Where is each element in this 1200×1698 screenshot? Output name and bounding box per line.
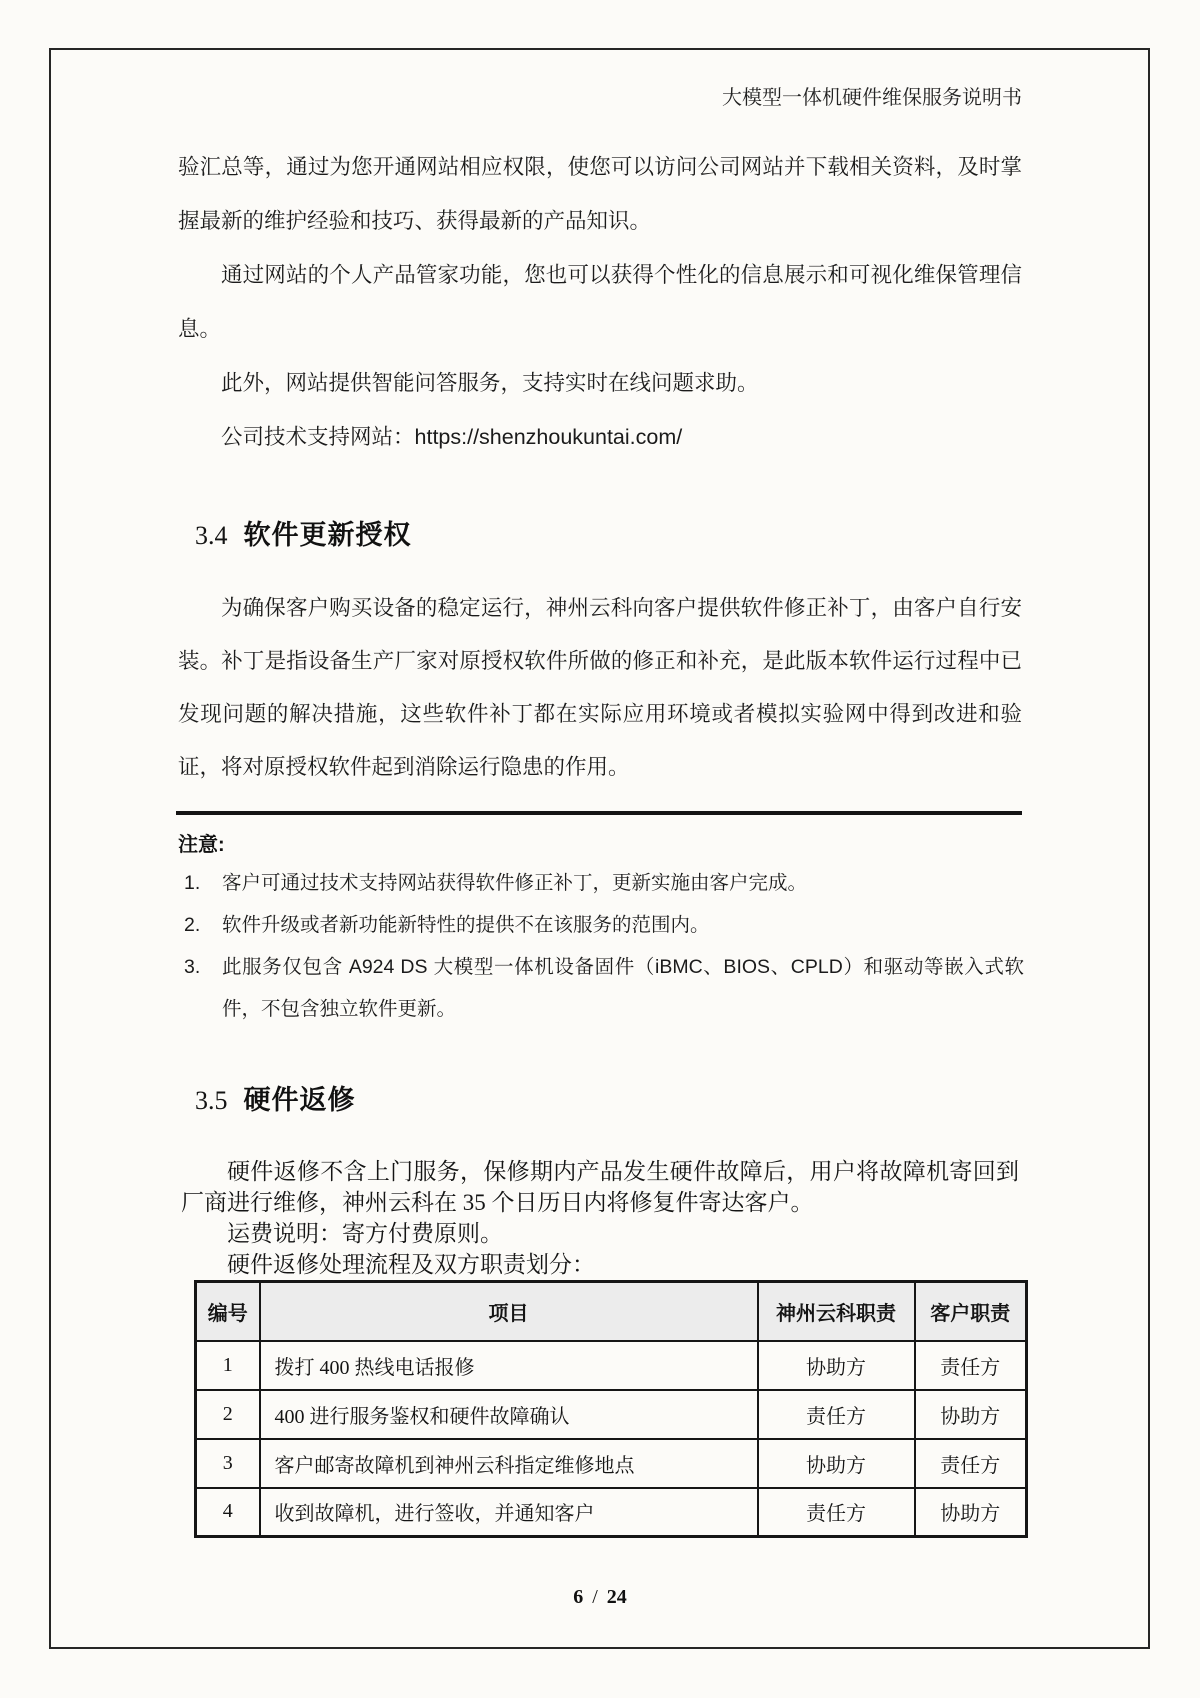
cell-row-number: 3 (196, 1439, 260, 1488)
cell-row-number: 2 (196, 1390, 260, 1439)
note-item (184, 862, 1024, 904)
cell-row-number: 1 (196, 1341, 260, 1390)
cell-item-description: 客户邮寄故障机到神州云科指定维修地点 (260, 1439, 758, 1488)
note-item-number: 2. (184, 914, 201, 936)
note-item (184, 904, 1024, 946)
cell-vendor-responsibility: 协助方 (758, 1439, 915, 1488)
table-header-row (196, 1282, 1027, 1341)
cell-vendor-responsibility: 责任方 (758, 1390, 915, 1439)
support-site-label: 公司技术支持网站： (221, 425, 415, 449)
section-3-5-number: 3.5 (195, 1086, 228, 1115)
intro-section (178, 140, 1022, 464)
section-3-4-number: 3.4 (195, 521, 228, 550)
note-item-number: 1. (184, 872, 201, 894)
table-header-cell: 编号 (196, 1282, 260, 1341)
cell-row-number: 4 (196, 1488, 260, 1537)
section-3-4-body: 为确保客户购买设备的稳定运行，神州云科向客户提供软件修正补丁，由客户自行安装。补丁是指设备生产厂家对原授权软件所做的修正和补充，是此版本软件运行过程中已发现问题的解决措施，这些软件补丁都在实际应用环境或者模拟实验网中得到改进和验证，将对原授权软件起到消除运行隐患的作用。 (178, 596, 1022, 779)
note-item-text: 此服务仅包含 A924 DS 大模型一体机设备固件（iBMC、BIOS、CPLD）和驱动等嵌入式软件，不包含独立软件更新。 (222, 956, 1024, 1020)
shipping-note-line: 运费说明：寄方付费原则。 (227, 1221, 503, 1246)
section-3-4-heading (195, 513, 412, 552)
cell-item-description: 拨打 400 热线电话报修 (260, 1341, 758, 1390)
table-intro-line: 硬件返修处理流程及双方职责划分： (227, 1252, 595, 1277)
page-number-separator: / (592, 1586, 598, 1608)
note-label: 注意: (178, 834, 225, 856)
page-number-current: 6 (573, 1586, 584, 1608)
cell-customer-responsibility: 协助方 (915, 1390, 1027, 1439)
table-row (196, 1390, 1027, 1439)
note-item-number: 3. (184, 956, 201, 978)
cell-vendor-responsibility: 责任方 (758, 1488, 915, 1537)
hardware-return-paragraph: 硬件返修不含上门服务，保修期内产品发生硬件故障后，用户将故障机寄回到厂商进行维修，神州云科在 35 个日历日内将修复件寄达客户。 (181, 1159, 1019, 1215)
cell-vendor-responsibility: 协助方 (758, 1341, 915, 1390)
support-site-url: https://shenzhoukuntai.com/ (414, 425, 683, 449)
table-header-cell: 神州云科职责 (758, 1282, 915, 1341)
table-header-cell: 项目 (260, 1282, 758, 1341)
support-site-line (178, 410, 1022, 464)
note-item-text: 软件升级或者新功能新特性的提供不在该服务的范围内。 (222, 914, 710, 936)
section-3-4-title: 软件更新授权 (243, 520, 412, 550)
table-row (196, 1439, 1027, 1488)
section-3-5-body (181, 1156, 1019, 1280)
paragraph-continued: 验汇总等，通过为您开通网站相应权限，使您可以访问公司网站并下载相关资料，及时掌握最新的维护经验和技巧、获得最新的产品知识。 (178, 155, 1022, 233)
note-divider-rule (176, 811, 1022, 815)
table-header-cell: 客户职责 (915, 1282, 1027, 1341)
cell-item-description: 400 进行服务鉴权和硬件故障确认 (260, 1390, 758, 1439)
section-3-5-heading (195, 1078, 356, 1117)
page-number-total: 24 (606, 1586, 627, 1608)
note-item (184, 946, 1024, 1030)
note-list (184, 862, 1024, 1030)
table-row (196, 1488, 1027, 1537)
cell-customer-responsibility: 协助方 (915, 1488, 1027, 1537)
table-row (196, 1341, 1027, 1390)
responsibility-table (194, 1280, 1028, 1538)
paragraph-qa-service: 此外，网站提供智能问答服务，支持实时在线问题求助。 (221, 371, 759, 395)
section-3-5-title: 硬件返修 (243, 1085, 356, 1115)
cell-customer-responsibility: 责任方 (915, 1341, 1027, 1390)
cell-item-description: 收到故障机，进行签收，并通知客户 (260, 1488, 758, 1537)
note-item-text: 客户可通过技术支持网站获得软件修正补丁，更新实施由客户完成。 (222, 872, 808, 894)
running-header-title: 大模型一体机硬件维保服务说明书 (722, 87, 1022, 109)
page-number (0, 1584, 1200, 1610)
cell-customer-responsibility: 责任方 (915, 1439, 1027, 1488)
paragraph-product-manager: 通过网站的个人产品管家功能，您也可以获得个性化的信息展示和可视化维保管理信息。 (178, 263, 1022, 341)
